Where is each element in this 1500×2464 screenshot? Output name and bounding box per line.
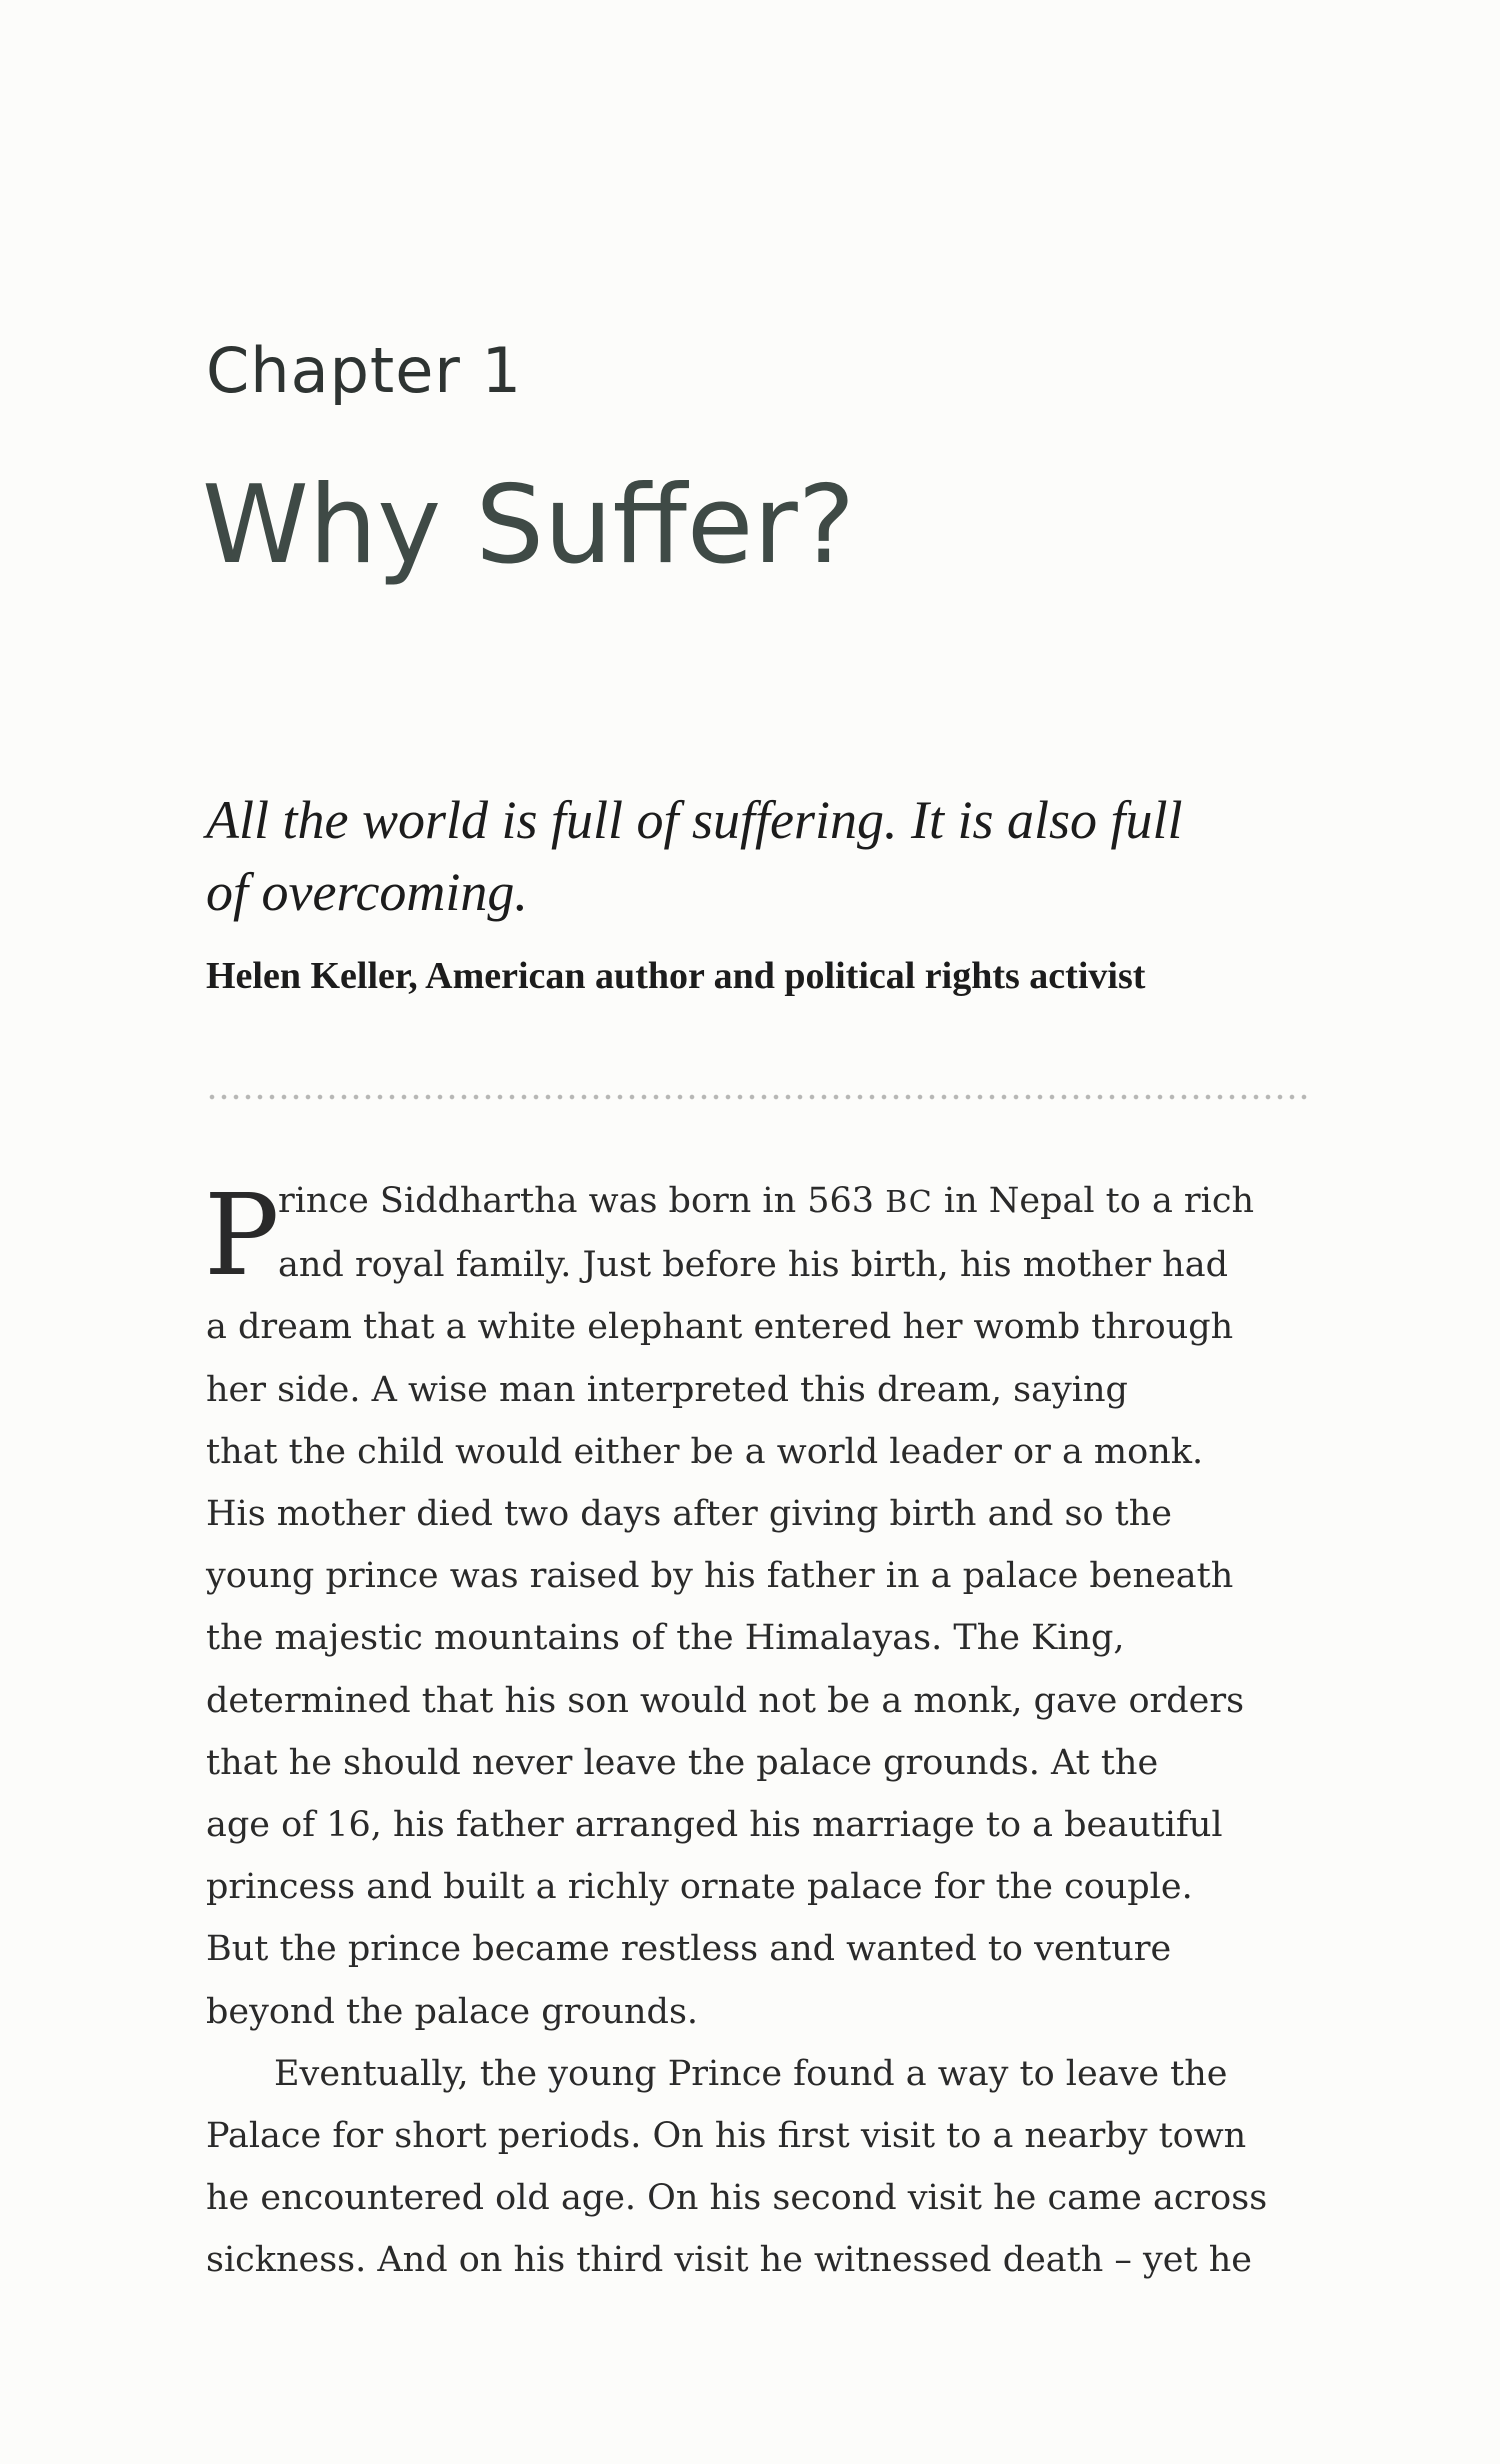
paragraph-line: her side. A wise man interpreted this dream, saying [206, 1369, 1128, 1410]
era-abbreviation: BC [885, 1185, 933, 1220]
paragraph-line: His mother died two days after giving birth and so the [206, 1494, 1173, 1535]
paragraph-line: sickness. And on his third visit he witnessed death – yet he [206, 2240, 1252, 2281]
dropcap-lines [204, 1170, 1296, 1301]
line-text: rince Siddhartha was born in 563 [278, 1181, 886, 1221]
paragraph-line: Eventually, the young Prince found a way to leave the [274, 2053, 1228, 2094]
dotted-divider [206, 1094, 1311, 1100]
line-text: in Nepal to a rich [932, 1181, 1255, 1221]
chapter-title: Why Suffer? [202, 463, 856, 588]
paragraph-line: and royal family. Just before his birth, his mother had [278, 1245, 1228, 1286]
epigraph-quote [206, 784, 1286, 928]
paragraph-line: the majestic mountains of the Himalayas. The King, [206, 1618, 1125, 1659]
epigraph-quote-line-2: of overcoming. [206, 862, 528, 922]
paragraph-line: beyond the palace grounds. [206, 1991, 699, 2032]
page-content [202, 334, 1306, 2292]
paragraph-line: he encountered old age. On his second visit he came across [206, 2178, 1268, 2219]
epigraph-quote-line-1: All the world is full of suffering. It is also full [206, 790, 1183, 850]
epigraph [206, 784, 1306, 998]
paragraph-line: princess and built a richly ornate palace for the couple. [206, 1867, 1193, 1908]
paragraph-line: age of 16, his father arranged his marriage to a beautiful [206, 1805, 1223, 1846]
paragraph-line: young prince was raised by his father in a palace beneath [206, 1556, 1234, 1597]
paragraph-line: that he should never leave the palace grounds. At the [206, 1742, 1159, 1783]
epigraph-attribution: Helen Keller, American author and political rights activist [206, 955, 1146, 997]
paragraph-2 [206, 2043, 1296, 2292]
paragraph-line [278, 1170, 1296, 1234]
paragraph-1 [206, 1170, 1296, 2043]
paragraph-line: that the child would either be a world leader or a monk. [206, 1431, 1204, 1472]
paragraph-line: determined that his son would not be a monk, gave orders [206, 1680, 1245, 1721]
chapter-label: Chapter 1 [206, 334, 523, 407]
paragraph-line: Palace for short periods. On his first visit to a nearby town [206, 2116, 1247, 2157]
paragraph-line: a dream that a white elephant entered her womb through [206, 1307, 1234, 1348]
drop-cap: P [204, 1171, 280, 1301]
paragraph-line: But the prince became restless and wanted to venture [206, 1929, 1172, 1970]
body-text [206, 1170, 1296, 2292]
